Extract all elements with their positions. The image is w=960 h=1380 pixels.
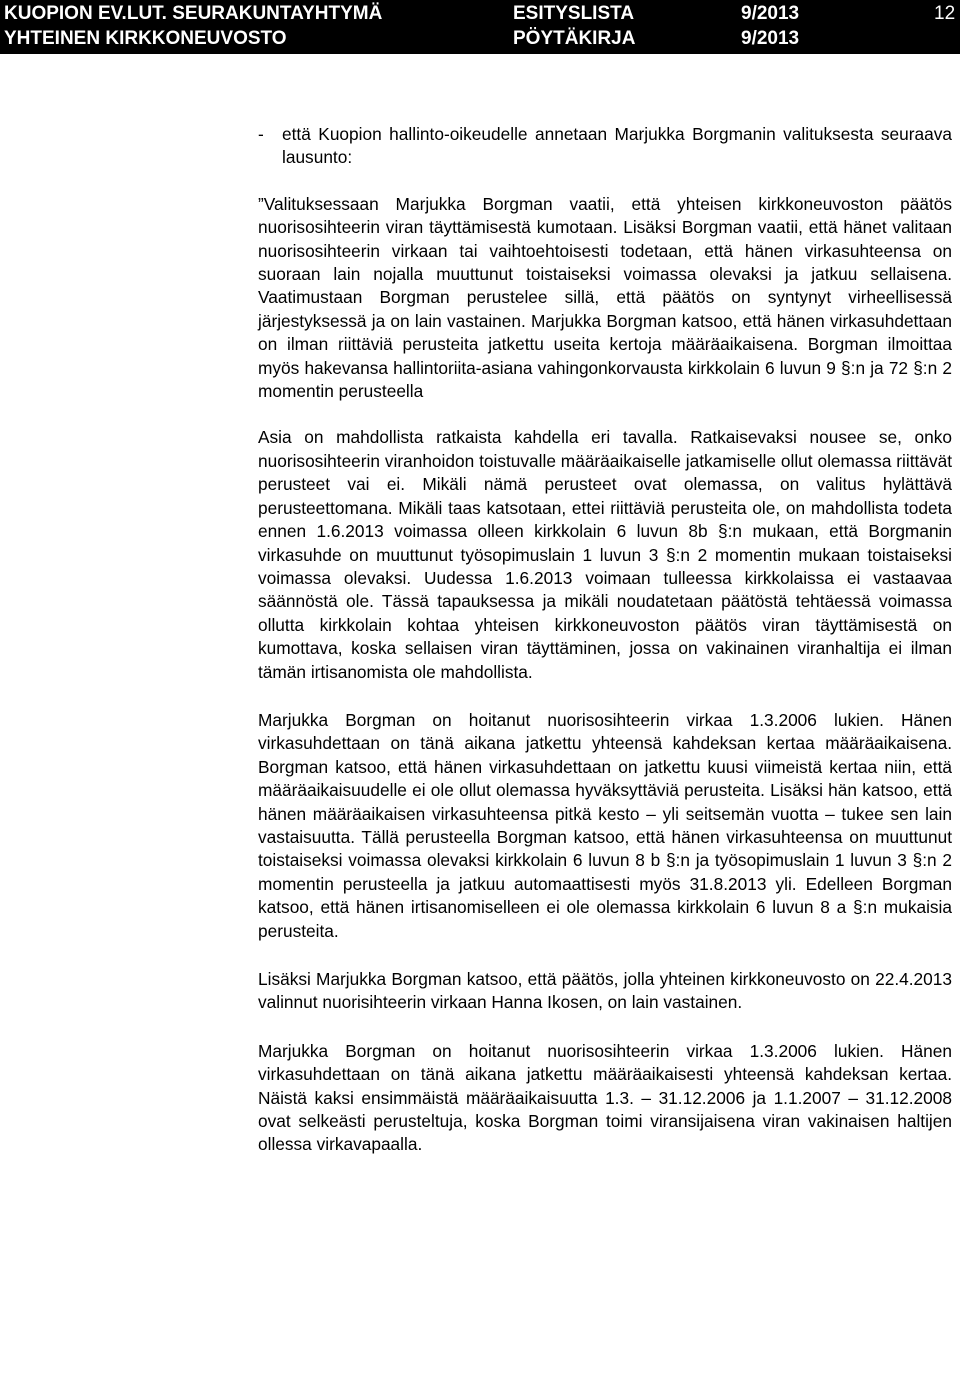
document-type-minutes: PÖYTÄKIRJA: [513, 28, 636, 49]
paragraph-appointment-claim: Lisäksi Marjukka Borgman katsoo, että päätös, jolla yhteinen kirkkoneuvosto on 22.4.2013 valinnut nuorisihteerin virkaan Hanna Ikosen, on lain vastainen.: [258, 969, 952, 1013]
document-number-agenda: 9/2013: [741, 3, 800, 24]
document-type-agenda: ESITYSLISTA: [513, 3, 635, 24]
council-name: YHTEINEN KIRKKONEUVOSTO: [4, 28, 287, 49]
paragraph-fixed-term-details: Marjukka Borgman on hoitanut nuorisosihteerin virkaa 1.3.2006 lukien. Hänen virkasuhdettaan on tänä aikana jatkettu määräaikaisesti yhteensä kahdeksan kertaa. Näistä kaksi ensimmäistä määräaikaisuutta 1.3. – 31.12.2006 ja 1.1.2007 – 31.12.2008 ovat selkeästi perusteltuja, koska Borgman toimi viransijaisena viran vakinaisen haltijen ollessa virkavapaalla.: [258, 1040, 952, 1155]
paragraph-resolution-options: Asia on mahdollista ratkaista kahdella eri tavalla. Ratkaisevaksi nousee se, onko nuorisosihteerin viranhoidon toistuvalle määräaikaiselle jatkamiselle ollut olemassa riittävät perusteet vai ei. Mikäli nämä perusteet ovat olemassa, on valitus hylättävä perusteettomana. Mikäli taas katsotaan, ettei riittäviä perusteita ole, on mahdollista todeta ennen 1.6.2013 voimassa olleen kirkkolain 6 luvun 8b §:n mukaan, että Borgmanin virkasuhde on muuttunut työsopimuslain 1 luvun 3 §:n 2 momentin mukaan toistaiseksi voimassa olevaksi. Uudessa 1.6.2013 voimaan tulleessa kirkkolaissa ei vastaavaa säännöstä ole. Tässä tapauksessa ja mikäli noudatetaan päätöstä tehtäessä voimassa ollutta kirkkolain kohtaa yhteisen kirkkoneuvoston päätös viran täyttämisestä on kumottava, koska sellaisen viran täyttäminen, jossa on vakinainen viranhaltija ei ilman tämän irtisanomista ole mahdollista.: [258, 427, 952, 682]
paragraph-employment-history: Marjukka Borgman on hoitanut nuorisosihteerin virkaa 1.3.2006 lukien. Hänen virkasuhdettaan on tänä aikana jatkettu yhteensä kahdeksan kertaa määräaikaisena. Borgman katsoo, että hänen virkasuhdettaan on jatkettu kuusi viimeistä kertaa niin, että määräaikaisuudelle ei ole ollut olemassa hyväksyttäviä perusteita. Lisäksi hän katsoo, että hänen määräaikaisen virkasuhteensa pitkä kesto – yli seitsemän vuotta – tukee sen lain vastaisuutta. Tällä perusteella Borgman katsoo, että hänen virkasuhteensa on muuttunut toistaiseksi voimassa olevaksi kirkkolain 6 luvun 8 b §:n ja työsopimuslain 1 luvun 3 §:n 2 momentin perusteella ja jatkuu automaattisesti myös 31.8.2013 yli. Edelleen Borgman katsoo, että hänen irtisanomiselleen ei ole olemassa kirkkolain 6 luvun 8 a §:n mukaisia perusteita.: [258, 709, 952, 941]
organization-name: KUOPION EV.LUT. SEURAKUNTAYHTYMÄ: [4, 3, 383, 24]
bullet-text: että Kuopion hallinto-oikeudelle annetaan Marjukka Borgmanin valituksesta seuraava lausunto:: [282, 124, 952, 168]
document-number-minutes: 9/2013: [741, 28, 800, 49]
document-body: [258, 123, 952, 1157]
page-number: 12: [934, 3, 956, 24]
document-header: [0, 0, 960, 54]
bullet-item: [258, 123, 952, 170]
bullet-dash: -: [258, 124, 264, 144]
header-row-2: [0, 26, 960, 52]
paragraph-appeal-summary: ”Valituksessaan Marjukka Borgman vaatii, että yhteisen kirkkoneuvoston päätös nuorisosihteerin viran täyttämisestä kumotaan. Lisäksi Borgman vaatii, että hänet valitaan nuorisosihteerin virkaan tai vaihtoehtoisesti todetaan, että hänen virkasuhteensa on suoraan lain nojalla muuttunut toistaiseksi voimassa olevaksi ja jatkuu sellaisena. Vaatimustaan Borgman perustelee sillä, että päätös on syntynyt virheellisessä järjestyksessä ja on lain vastainen. Marjukka Borgman katsoo, että hänen virkasuhdettaan on ilman riittäviä perusteita jatkettu useita kertoja määräaikaisena. Borgman ilmoittaa myös hakevansa hallintoriita-asiana vahingonkorvausta kirkkolain 6 luvun 9 §:n ja 72 §:n 2 momentin perusteella: [258, 193, 952, 402]
header-row-1: [0, 1, 960, 27]
